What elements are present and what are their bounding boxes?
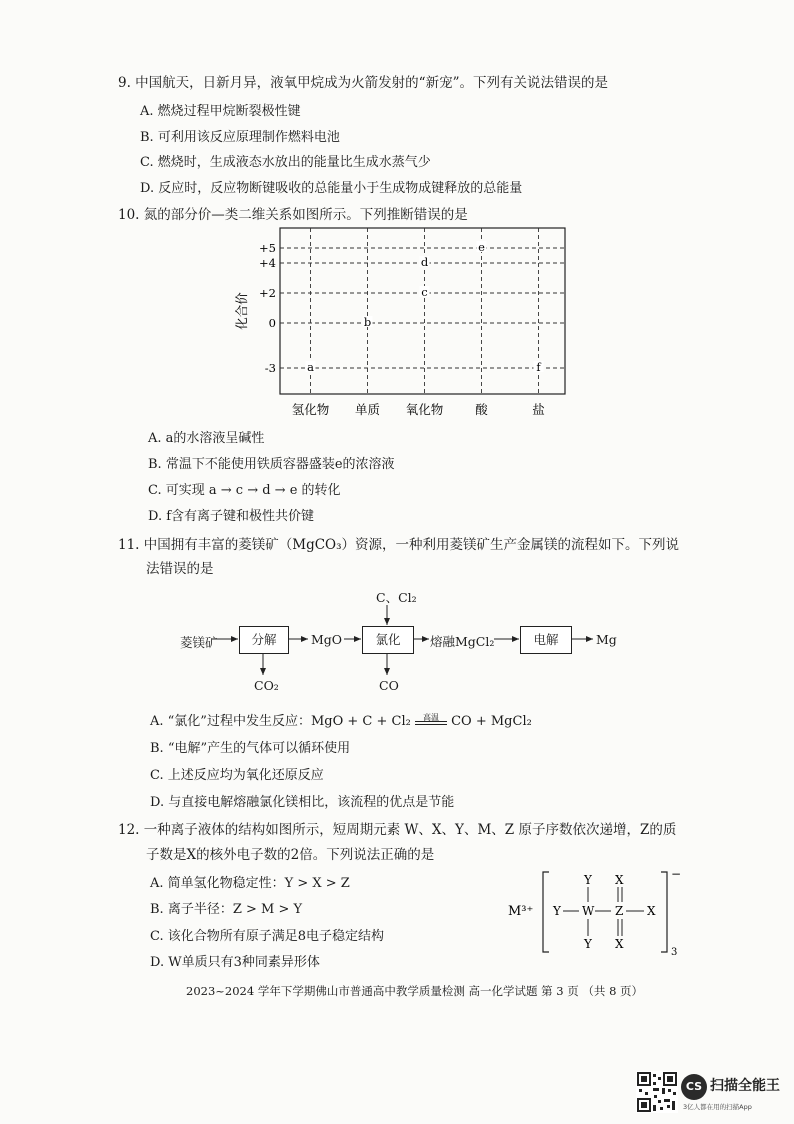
reaction-condition-arrow xyxy=(415,713,447,729)
q11-option-d: D. 与直接电解熔融氯化镁相比，该流程的优点是节能 xyxy=(150,795,455,810)
q10-stem: 10. 氮的部分价—类二维关系如图所示。下列推断错误的是 xyxy=(118,207,468,223)
q9-option-d: D. 反应时，反应物断键吸收的总能量小于生成物成键释放的总能量 xyxy=(140,181,523,196)
q11-option-a-reactants: A. “氯化”过程中发生反应：MgO + C + Cl₂ xyxy=(150,714,411,729)
flow-start-label: 菱镁矿 xyxy=(180,635,218,650)
q9-option-a: A. 燃烧过程甲烷断裂极性键 xyxy=(140,104,301,119)
q9-stem: 9. 中国航天，日新月异，液氧甲烷成为火箭发射的“新宠”。下列有关说法错误的是 xyxy=(118,75,608,91)
q9-option-c: C. 燃烧时，生成液态水放出的能量比生成水蒸气少 xyxy=(140,155,431,170)
flow-input-c-cl2: C、Cl₂ xyxy=(376,590,417,605)
y-tick-label: +2 xyxy=(259,286,276,300)
cation-label: M³⁺ xyxy=(508,904,534,919)
x-category-label: 氧化物 xyxy=(405,402,444,417)
ionic-liquid-structure xyxy=(505,862,695,962)
atom-x-bottom: X xyxy=(615,937,624,951)
x-category-label: 酸 xyxy=(475,402,488,417)
flow-co-label: CO xyxy=(379,678,399,693)
atom-y-bottom: Y xyxy=(584,937,592,951)
data-point-d: d xyxy=(420,255,429,269)
data-point-c: c xyxy=(421,285,428,299)
page-footer: 2023~2024 学年下学期佛山市普通高中教学质量检测 高一化学试题 第 3 页 （共 8 页） xyxy=(186,984,644,998)
q9-option-b: B. 可利用该反应原理制作燃料电池 xyxy=(140,130,340,145)
flow-mg-label: Mg xyxy=(596,632,617,647)
y-tick-label: -3 xyxy=(264,361,276,375)
atom-y-left: Y xyxy=(553,904,561,918)
q11-stem-line2: 法错误的是 xyxy=(146,561,214,577)
y-axis-label: 化合价 xyxy=(234,292,249,330)
q10-option-a: A. a的水溶液呈碱性 xyxy=(148,431,265,446)
right-bracket xyxy=(661,872,667,952)
anion-charge: − xyxy=(671,867,682,881)
q12-option-a: A. 简单氢化物稳定性：Y > X > Z xyxy=(150,876,350,891)
q11-option-a xyxy=(150,710,532,729)
scanner-tagline: 3亿人都在用的扫描App xyxy=(683,1103,752,1111)
y-tick-label: +5 xyxy=(259,241,276,255)
q10-option-c: C. 可实现 a → c → d → e 的转化 xyxy=(148,483,341,498)
left-bracket xyxy=(543,872,549,952)
data-point-e: e xyxy=(478,240,485,254)
q11-option-b: B. “电解”产生的气体可以循环使用 xyxy=(150,741,351,756)
atom-y-top: Y xyxy=(584,873,592,887)
flow-co2-label: CO₂ xyxy=(254,678,279,693)
x-category-label: 氢化物 xyxy=(291,402,330,417)
flow-box-electrolysis: 电解 xyxy=(520,626,572,654)
data-point-b: b xyxy=(363,315,372,329)
anion-count: 3 xyxy=(671,947,678,958)
q11-option-c: C. 上述反应均为氧化还原反应 xyxy=(150,768,324,783)
y-tick-label: 0 xyxy=(268,316,276,330)
q12-option-b: B. 离子半径：Z > M > Y xyxy=(150,902,303,917)
x-category-label: 单质 xyxy=(354,402,381,417)
q12-stem-line2: 子数是X的核外电子数的2倍。下列说法正确的是 xyxy=(146,847,435,863)
data-point-a: a xyxy=(307,360,314,374)
data-point-f: f xyxy=(536,360,541,374)
reaction-condition: 高温 xyxy=(422,713,439,722)
y-tick-label: +4 xyxy=(259,256,276,270)
atom-x-top: X xyxy=(615,873,624,887)
q12-option-c: C. 该化合物所有原子满足8电子稳定结构 xyxy=(150,929,385,944)
flow-mgo-label: MgO xyxy=(311,632,343,647)
atom-x-right: X xyxy=(647,904,656,918)
x-category-label: 盐 xyxy=(532,402,545,417)
flow-box-chlorinate: 氯化 xyxy=(362,626,414,654)
scanner-app-name: 扫描全能王 xyxy=(710,1078,780,1094)
q10-option-b: B. 常温下不能使用铁质容器盛装e的浓溶液 xyxy=(148,457,395,472)
qr-code-icon xyxy=(636,1071,678,1113)
flow-molten-mgcl2-label: 熔融MgCl₂ xyxy=(430,634,495,649)
q12-option-d: D. W单质只有3种同素异形体 xyxy=(150,955,320,970)
q11-stem-line1: 11. 中国拥有丰富的菱镁矿（MgCO₃）资源，一种利用菱镁矿生产金属镁的流程如下。下列说 xyxy=(118,537,680,553)
atom-w: W xyxy=(582,904,595,918)
flow-box-decompose: 分解 xyxy=(239,626,289,654)
atom-z: Z xyxy=(615,904,624,918)
q11-option-a-products: CO + MgCl₂ xyxy=(451,714,532,729)
q12-stem-line1: 12. 一种离子液体的结构如图所示，短周期元素 W、X、Y、M、Z 原子序数依次递增，Z的质 xyxy=(118,822,677,838)
q10-option-d: D. f含有离子键和极性共价键 xyxy=(148,509,315,524)
camscanner-logo-icon: CS xyxy=(681,1074,707,1100)
